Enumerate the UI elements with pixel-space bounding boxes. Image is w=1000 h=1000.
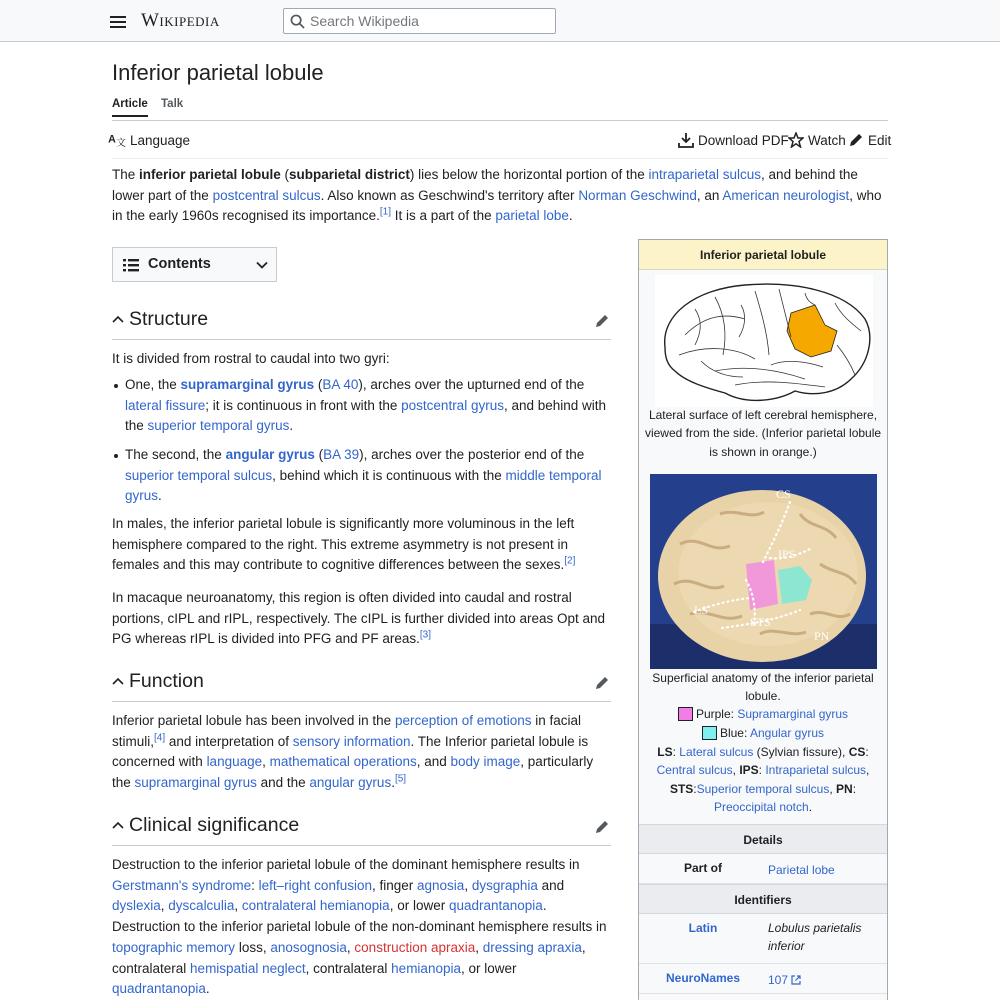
text: . bbox=[205, 981, 210, 997]
text: . Also known as Geschwind's territory after bbox=[320, 187, 579, 203]
link-body-image[interactable]: body image bbox=[450, 754, 521, 770]
tab-talk[interactable]: Talk bbox=[161, 98, 184, 110]
link-middle-temporal-gyrus[interactable]: middle temporal gyrus bbox=[125, 467, 602, 504]
brain-photo-image[interactable] bbox=[650, 474, 877, 669]
structure-list bbox=[112, 445, 611, 507]
photo-label-cs: CS bbox=[776, 487, 791, 501]
link-postcentral-gyrus[interactable]: postcentral gyrus bbox=[401, 397, 504, 413]
link-ba39[interactable]: BA 39 bbox=[323, 447, 360, 462]
legend-purple bbox=[639, 707, 887, 721]
link-angular-gyrus[interactable]: angular gyrus bbox=[225, 447, 315, 462]
latin-value: Lobulus parietalis inferior bbox=[768, 921, 862, 954]
infobox-row-latin bbox=[639, 914, 887, 964]
download-label: Download PDF bbox=[698, 132, 789, 148]
search-box[interactable] bbox=[283, 8, 556, 34]
watch-label: Watch bbox=[808, 132, 846, 148]
infobox-section-details: Details bbox=[639, 824, 887, 854]
text: In macaque neuroanatomy, this region is often divided into caudal and rostral portions, cIPL and rIPL, respectively. The cIPL is further divided into areas Opt and PG whereas rIPL is divided into PFG and PF areas. bbox=[112, 590, 606, 647]
infobox bbox=[638, 239, 888, 1000]
link-anosognosia[interactable]: anosognosia bbox=[270, 939, 347, 955]
infobox-title: Inferior parietal lobule bbox=[639, 240, 887, 270]
text: , an bbox=[696, 187, 723, 203]
text: , contralateral bbox=[305, 960, 392, 976]
link-latin[interactable]: Latin bbox=[688, 921, 718, 935]
reference-link[interactable]: [1] bbox=[379, 206, 392, 218]
infobox-abbreviations: LS: Lateral sulcus (Sylvian fissure), CS: Central sulcus, IPS: Intraparietal sulcus, STS:Superior temporal sulcus, PN: Preoccipital notch. bbox=[656, 745, 870, 814]
text: . bbox=[568, 208, 573, 224]
text: , who in the early 1960s recognised its importance. bbox=[112, 187, 882, 224]
link-superior-temporal-sulcus[interactable]: Superior temporal sulcus bbox=[696, 781, 830, 796]
link-quadrantanopia[interactable]: quadrantanopia bbox=[448, 898, 543, 914]
hamburger-icon[interactable] bbox=[110, 13, 128, 29]
reference-link[interactable]: [5] bbox=[394, 773, 407, 785]
section-title: Function bbox=[129, 670, 204, 692]
clinical-paragraph bbox=[112, 855, 611, 1000]
link-lateral-sulcus[interactable]: Lateral sulcus bbox=[679, 745, 754, 759]
text: ), arches over the upturned end of the bbox=[358, 377, 585, 392]
link-intraparietal-sulcus[interactable]: Intraparietal sulcus bbox=[765, 763, 867, 778]
text: Purple: bbox=[695, 707, 738, 721]
abbr: STS bbox=[669, 781, 694, 796]
text: Blue: bbox=[719, 726, 750, 740]
link-contralateral-hemianopia[interactable]: contralateral hemianopia bbox=[241, 898, 390, 914]
link-parietal-lobe[interactable]: parietal lobe bbox=[495, 208, 569, 224]
infobox-row-part-of bbox=[639, 854, 887, 884]
chevron-up-icon bbox=[112, 676, 124, 688]
language-label: Language bbox=[130, 132, 191, 148]
download-pdf-button[interactable] bbox=[678, 132, 789, 148]
page-title: Inferior parietal lobule bbox=[112, 60, 324, 85]
pencil-icon[interactable] bbox=[594, 675, 610, 691]
reference-link[interactable]: [3] bbox=[419, 629, 432, 641]
text: , and behind with the bbox=[125, 397, 607, 434]
bold-term: subparietal district bbox=[289, 167, 410, 182]
infobox-section-identifiers: Identifiers bbox=[639, 884, 887, 914]
search-input[interactable] bbox=[310, 11, 550, 31]
blue-swatch bbox=[702, 726, 717, 740]
link-parietal-lobe[interactable]: Parietal lobe bbox=[768, 863, 835, 877]
text: and bbox=[537, 877, 565, 893]
link-intraparietal-sulcus[interactable]: intraparietal sulcus bbox=[648, 167, 762, 182]
link-hemispatial-neglect[interactable]: hemispatial neglect bbox=[190, 960, 306, 976]
tab-article[interactable]: Article bbox=[112, 98, 148, 117]
row-label: Part of bbox=[683, 861, 722, 875]
function-paragraph bbox=[112, 711, 611, 794]
text: , and behind the lower part of the bbox=[112, 167, 858, 203]
link-american-neurologist[interactable]: American neurologist bbox=[722, 187, 850, 203]
text: , contralateral bbox=[112, 939, 586, 976]
text: . The Inferior parietal lobule is concerned with bbox=[112, 733, 589, 770]
text: , bbox=[160, 898, 169, 914]
text: The second, the bbox=[125, 447, 226, 462]
link-superior-temporal-gyrus[interactable]: superior temporal gyrus bbox=[147, 418, 290, 434]
abbr: PN bbox=[836, 781, 853, 796]
text: , finger bbox=[371, 877, 418, 893]
text: , bbox=[262, 754, 270, 770]
link-supramarginal-gyrus[interactable]: Supramarginal gyrus bbox=[737, 707, 849, 721]
abbr: CS bbox=[848, 745, 866, 759]
text: . bbox=[391, 775, 395, 791]
text: Destruction to the inferior parietal lobule of the non-dominant hemisphere results in bbox=[112, 919, 607, 935]
link-mathematical-operations[interactable]: mathematical operations bbox=[269, 754, 417, 770]
wikipedia-wordmark[interactable]: Wikipedia bbox=[141, 10, 220, 31]
text: : bbox=[251, 877, 259, 893]
contents-label: Contents bbox=[148, 256, 211, 272]
text: . bbox=[542, 898, 547, 914]
infobox-caption-photo: Superficial anatomy of the inferior parietal lobule. bbox=[652, 671, 874, 704]
link-ba40[interactable]: BA 40 bbox=[322, 377, 359, 392]
text: . bbox=[289, 418, 294, 434]
link-supramarginal-gyrus[interactable]: supramarginal gyrus bbox=[180, 377, 315, 392]
structure-intro: It is divided from rostral to caudal into two gyri: bbox=[112, 351, 390, 366]
reference-link[interactable]: [4] bbox=[154, 732, 166, 744]
page-toolbar bbox=[108, 128, 892, 152]
link-angular-gyrus[interactable]: Angular gyrus bbox=[749, 726, 825, 740]
svg-text:文: 文 bbox=[116, 138, 126, 148]
link-preoccipital-notch[interactable]: Preoccipital notch bbox=[713, 799, 809, 814]
list-item bbox=[112, 375, 611, 437]
svg-text:A: A bbox=[108, 133, 116, 146]
download-icon bbox=[678, 132, 694, 148]
text: , bbox=[346, 939, 355, 955]
site-header bbox=[0, 0, 1000, 42]
watch-button[interactable] bbox=[788, 132, 846, 148]
link-dyscalculia[interactable]: dyscalculia bbox=[168, 898, 235, 914]
link-dyslexia[interactable]: dyslexia bbox=[112, 898, 161, 914]
link-central-sulcus[interactable]: Central sulcus bbox=[656, 763, 733, 778]
abbr: LS bbox=[657, 745, 673, 759]
photo-label-pn: PN bbox=[814, 629, 830, 643]
text: , bbox=[475, 939, 483, 955]
reference-link[interactable]: [2] bbox=[564, 555, 576, 567]
text: , or lower bbox=[460, 960, 517, 976]
bold-term: inferior parietal lobule bbox=[139, 167, 281, 182]
photo-label-ips: IPS bbox=[778, 547, 796, 561]
redlink-construction-apraxia[interactable]: construction apraxia bbox=[354, 939, 476, 955]
section-title: Structure bbox=[129, 308, 209, 330]
text: (Sylvian fissure), bbox=[753, 745, 849, 759]
chevron-up-icon bbox=[112, 314, 124, 326]
text: ; it is continuous in front with the bbox=[205, 397, 402, 413]
link-supramarginal-gyrus[interactable]: supramarginal gyrus bbox=[134, 775, 257, 791]
structure-males-paragraph bbox=[112, 514, 611, 576]
photo-label-ls: LS bbox=[694, 603, 709, 617]
link-angular-gyrus[interactable]: angular gyrus bbox=[309, 775, 392, 791]
text: The bbox=[112, 167, 140, 182]
text: ( bbox=[280, 167, 290, 182]
page-tabs bbox=[112, 98, 888, 121]
text: , bbox=[464, 877, 472, 893]
purple-swatch bbox=[678, 707, 693, 721]
link-dressing-apraxia[interactable]: dressing apraxia bbox=[482, 939, 582, 955]
text: It is a part of the bbox=[391, 208, 496, 224]
infobox-row-neuronames bbox=[639, 964, 887, 994]
star-icon bbox=[788, 132, 804, 148]
language-button[interactable] bbox=[108, 132, 190, 148]
link-hemianopia[interactable]: hemianopia bbox=[391, 960, 461, 976]
link-norman-geschwind[interactable]: Norman Geschwind bbox=[578, 187, 697, 203]
translate-icon bbox=[108, 132, 126, 148]
link-quadrantanopia[interactable]: quadrantanopia bbox=[112, 981, 206, 997]
list-item bbox=[112, 445, 611, 507]
text: and interpretation of bbox=[165, 733, 293, 749]
text: , and bbox=[416, 754, 451, 770]
text: Inferior parietal lobule has been involved in the bbox=[112, 713, 395, 728]
legend-blue bbox=[639, 726, 887, 740]
photo-label-sts: STS bbox=[750, 615, 771, 629]
abbr: IPS bbox=[739, 763, 759, 778]
list-icon bbox=[123, 258, 139, 272]
brain-diagram-image[interactable] bbox=[655, 275, 873, 407]
external-link-icon bbox=[791, 975, 801, 985]
edit-label: Edit bbox=[868, 132, 892, 148]
text: . bbox=[158, 488, 162, 504]
link-neuronames[interactable]: NeuroNames bbox=[665, 971, 741, 985]
contents-toggle[interactable] bbox=[112, 247, 277, 282]
toolbar-divider bbox=[112, 158, 888, 159]
link-sensory-information[interactable]: sensory information bbox=[292, 733, 411, 749]
text: , or lower bbox=[389, 898, 449, 914]
link-left-right-confusion[interactable]: left–right confusion bbox=[258, 877, 372, 893]
link-lateral-fissure[interactable]: lateral fissure bbox=[125, 397, 206, 413]
text: ) lies below the horizontal portion of the bbox=[409, 167, 649, 182]
text: Destruction to the inferior parietal lobule of the dominant hemisphere results in bbox=[112, 857, 580, 872]
text: ( bbox=[314, 447, 324, 462]
edit-button[interactable] bbox=[848, 132, 891, 148]
text: ), arches over the posterior end of the bbox=[359, 447, 585, 462]
text: and the bbox=[256, 775, 310, 791]
text: loss, bbox=[235, 939, 271, 955]
structure-macaque-paragraph bbox=[112, 588, 611, 650]
text: , bbox=[234, 898, 242, 914]
link-language[interactable]: language bbox=[206, 754, 263, 770]
link-postcentral-sulcus[interactable]: postcentral sulcus bbox=[212, 187, 321, 203]
text: , particularly the bbox=[112, 754, 594, 791]
section-heading-clinical[interactable] bbox=[112, 808, 611, 846]
link-gerstmanns-syndrome[interactable]: Gerstmann's syndrome bbox=[112, 877, 252, 893]
link-agnosia[interactable]: agnosia bbox=[417, 877, 465, 893]
text: In males, the inferior parietal lobule is significantly more voluminous in the left hemisphere compared to the right. This extreme asymmetry is not present in females and this may contribute to cognitive differences between the sexes. bbox=[112, 516, 575, 573]
lead-paragraph bbox=[112, 165, 888, 227]
section-heading-structure[interactable] bbox=[112, 302, 611, 340]
section-heading-function[interactable] bbox=[112, 664, 611, 702]
chevron-down-icon bbox=[255, 258, 269, 272]
text: in facial stimuli, bbox=[112, 713, 582, 749]
neuronames-value bbox=[768, 971, 884, 989]
section-title: Clinical significance bbox=[129, 814, 300, 836]
link-topographic-memory[interactable]: topographic memory bbox=[112, 939, 236, 955]
text: One, the bbox=[125, 377, 181, 392]
structure-list bbox=[112, 375, 611, 437]
search-icon bbox=[290, 14, 305, 29]
link-neuronames-id[interactable]: 107 bbox=[768, 973, 789, 987]
link-superior-temporal-sulcus[interactable]: superior temporal sulcus bbox=[125, 467, 273, 483]
pencil-icon[interactable] bbox=[594, 313, 610, 329]
link-perception-of-emotions[interactable]: perception of emotions bbox=[394, 713, 532, 728]
chevron-up-icon bbox=[112, 820, 124, 832]
text: ( bbox=[314, 377, 323, 392]
link-dysgraphia[interactable]: dysgraphia bbox=[471, 877, 538, 893]
infobox-caption-diagram: Lateral surface of left cerebral hemisphere, viewed from the side. (Inferior parietal lobule is shown in orange.) bbox=[644, 408, 882, 459]
text: , behind which it is continuous with the bbox=[272, 467, 506, 483]
pencil-icon[interactable] bbox=[594, 819, 610, 835]
pencil-icon bbox=[848, 132, 864, 148]
